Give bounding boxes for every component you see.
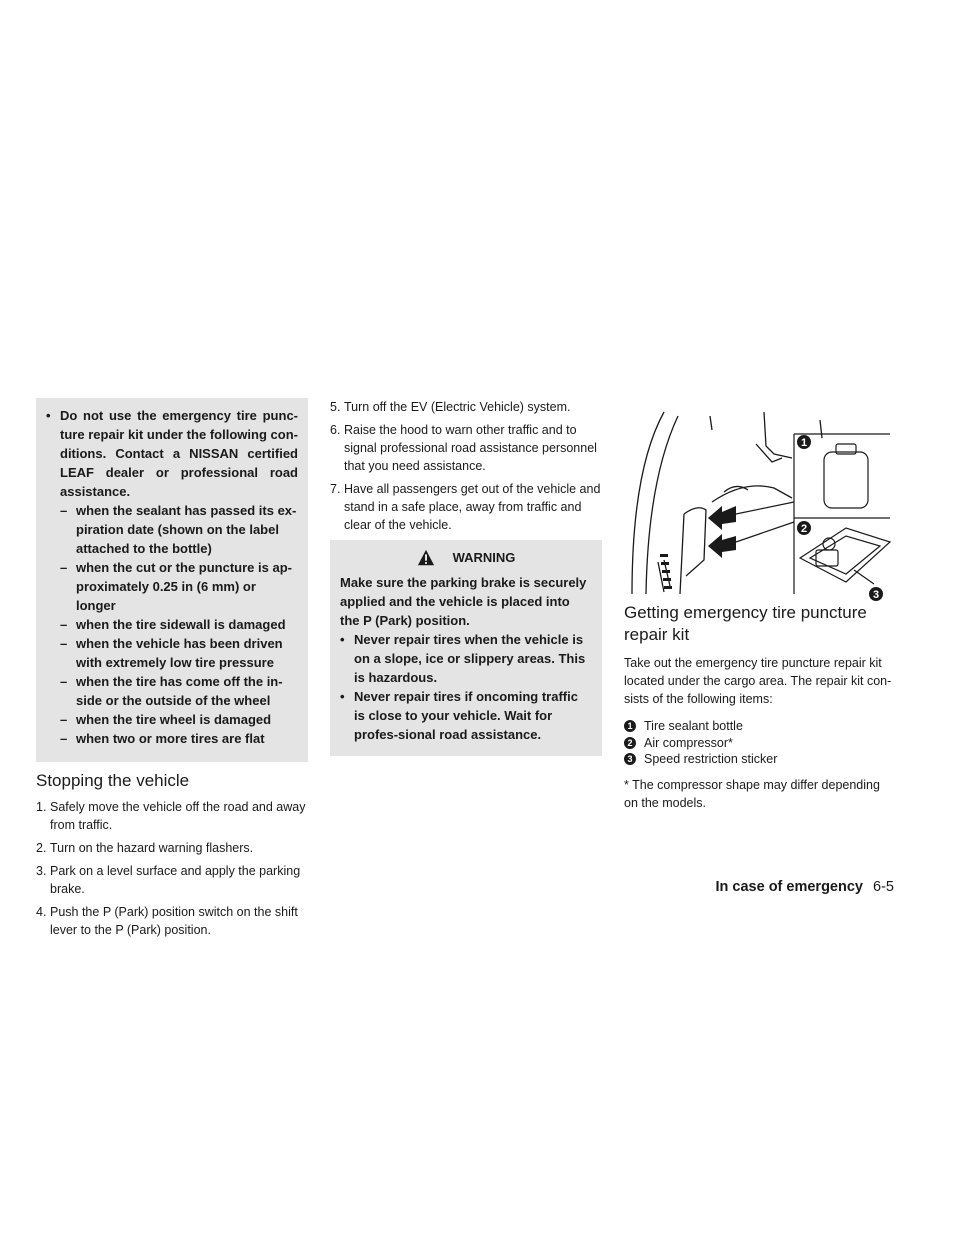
condition-item: when the cut or the puncture is ap-proximately 0.25 in (6 mm) or longer: [76, 560, 292, 613]
warning-icon: [417, 549, 435, 567]
kit-item: 2 Air compressor*: [624, 735, 896, 752]
page-number: 6-5: [873, 879, 894, 895]
cargo-area-illustration: [624, 410, 890, 601]
kit-items-list: [624, 718, 896, 768]
stopping-steps-list: [36, 798, 308, 939]
footer-section-name: In case of emergency: [715, 879, 863, 895]
step-item: 6. Raise the hood to warn other traffic and to signal professional road assistance personnel that you need assistance.: [330, 423, 597, 473]
left-column: [36, 398, 308, 944]
kit-intro-text: Take out the emergency tire puncture repair kit located under the cargo area. The repair kit con-sists of the following items:: [624, 656, 892, 706]
callout-3: 3: [872, 589, 880, 601]
step-item: 2. Turn on the hazard warning flashers.: [36, 841, 254, 855]
kit-usage-warning-box: • Do not use the emergency tire punc-ture repair kit under the following con-ditions. Contact a NISSAN certified LEAF dealer or professional road assistance. – when the sealant has passed its ex-piration date (shown on the label attached to the bottle) – when the cut or the puncture is ap-proximately 0.25 in (6 mm) or longer – when the tire sidewall is damaged – when the vehicle has been driven with extremely low tire pressure – when the tire has come off the in-side or the outside of the wheel – when the tire wheel is damaged – when two or more tires are flat: [36, 398, 308, 762]
warning-intro: Make sure the parking brake is securely applied and the vehicle is placed into the P (Park) position.: [340, 575, 587, 628]
condition-item: when the tire sidewall is damaged: [76, 617, 286, 632]
step-item: 1. Safely move the vehicle off the road and away from traffic.: [36, 800, 306, 832]
right-column: [624, 410, 896, 812]
kit-usage-warning-text: Do not use the emergency tire punc-ture repair kit under the following con-ditions. Contact a NISSAN certified LEAF dealer or professional road assistance.: [60, 408, 298, 499]
page-footer: [716, 879, 895, 895]
step-item: 5. Turn off the EV (Electric Vehicle) system.: [330, 400, 571, 414]
callout-2: 2: [800, 523, 808, 535]
stopping-heading: Stopping the vehicle: [36, 771, 190, 790]
parking-brake-warning-box: WARNING Make sure the parking brake is securely applied and the vehicle is placed into the P (Park) position. • Never repair tires when the vehicle is on a slope, ice or slippery areas. This is hazardous. • Never repair tires if oncoming traffic is close to your vehicle. Wait for profes-sional road assistance.: [330, 540, 602, 756]
kit-item: 1 Tire sealant bottle: [624, 718, 896, 735]
condition-item: when the tire has come off the in-side or the outside of the wheel: [76, 674, 283, 708]
callout-1: 1: [800, 437, 808, 449]
warning-bullet-item: Never repair tires if oncoming traffic is close to your vehicle. Wait for profes-sional road assistance.: [354, 689, 578, 742]
step-item: 4. Push the P (Park) position switch on the shift lever to the P (Park) position.: [36, 905, 298, 937]
step-item: 7. Have all passengers get out of the vehicle and stand in a safe place, away from traffic and clear of the vehicle.: [330, 482, 601, 532]
kit-item: 3 Speed restriction sticker: [624, 751, 896, 768]
repair-kit-illustration: [624, 410, 890, 601]
middle-column: [330, 398, 602, 756]
bullet: •: [46, 408, 51, 423]
warning-bullet-item: Never repair tires when the vehicle is on a slope, ice or slippery areas. This is hazardous.: [354, 632, 586, 685]
warning-title: WARNING: [452, 550, 516, 565]
condition-item: when the sealant has passed its ex-piration date (shown on the label attached to the bottle): [76, 503, 297, 556]
condition-item: when the tire wheel is damaged: [76, 712, 272, 727]
kit-heading: Getting emergency tire puncture repair kit: [624, 603, 867, 644]
condition-item: when two or more tires are flat: [76, 731, 265, 746]
compressor-note: * The compressor shape may differ depending on the models.: [624, 777, 880, 810]
condition-item: when the vehicle has been driven with extremely low tire pressure: [76, 636, 283, 670]
step-item: 3. Park on a level surface and apply the parking brake.: [36, 864, 301, 896]
stopping-steps-list-continued: [330, 398, 602, 534]
